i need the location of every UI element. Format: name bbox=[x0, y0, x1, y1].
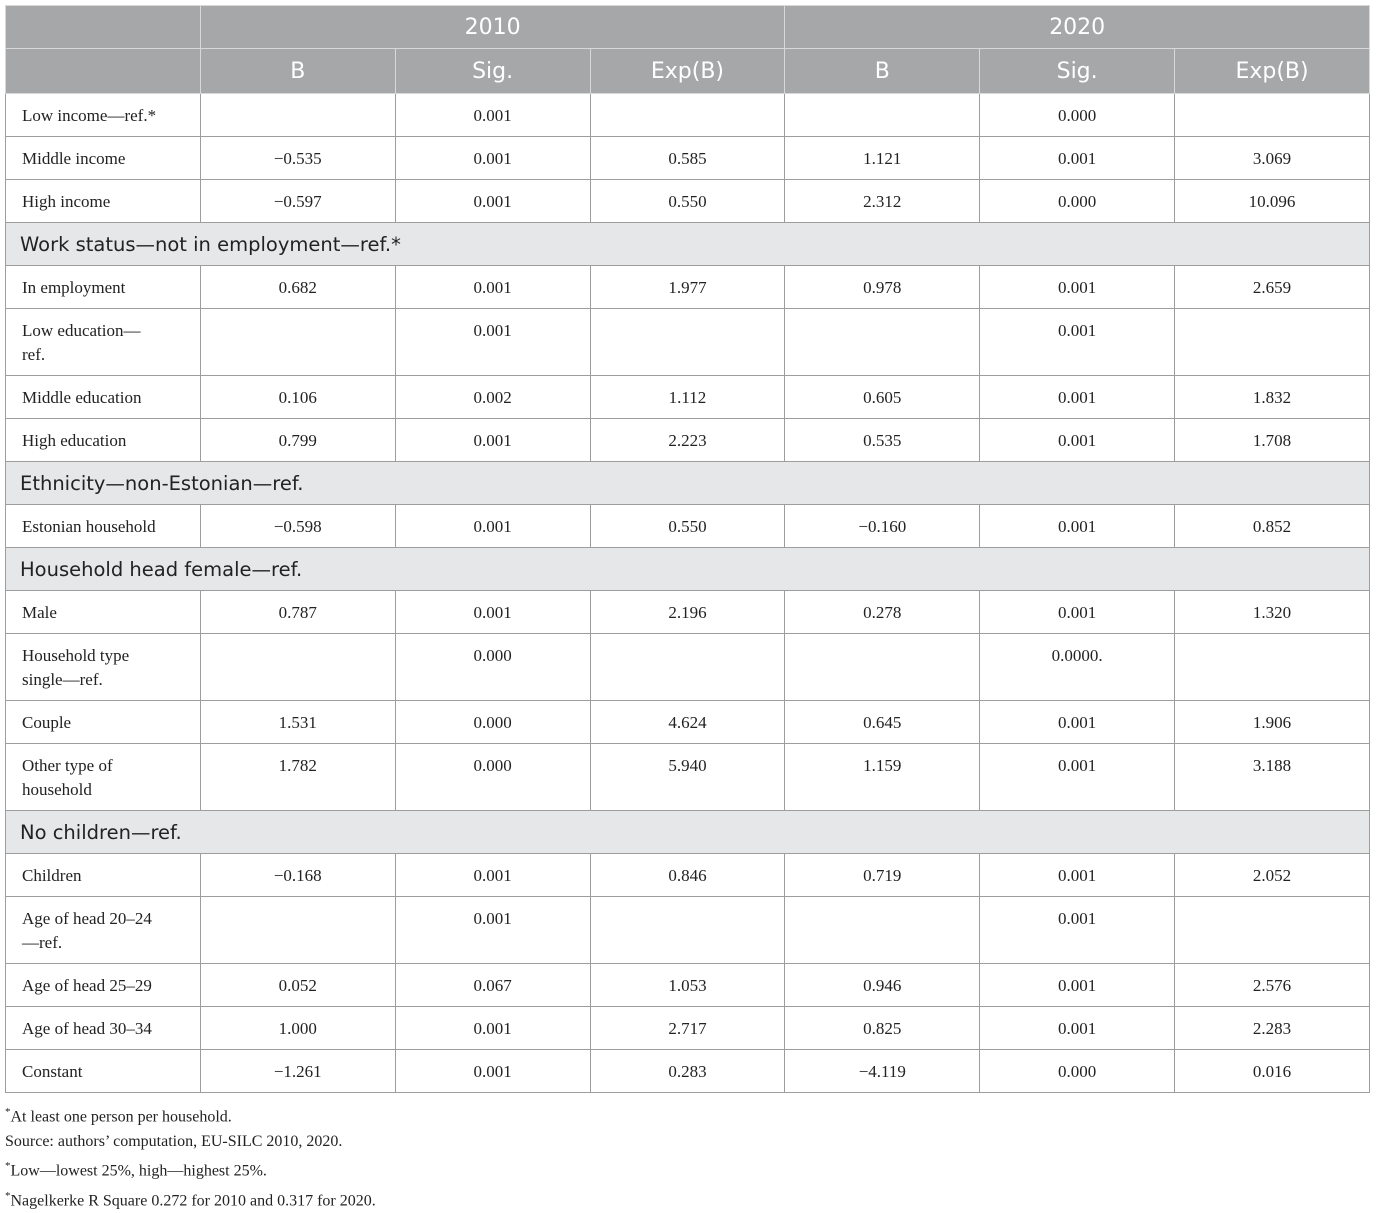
table-cell: 0.852 bbox=[1175, 505, 1370, 548]
table-row bbox=[6, 854, 1370, 897]
col-header-sig-2010: Sig. bbox=[395, 49, 590, 94]
table-cell bbox=[590, 94, 785, 137]
table-row bbox=[6, 1050, 1370, 1093]
year-header-2020: 2020 bbox=[785, 6, 1370, 49]
col-header-sig-2020: Sig. bbox=[980, 49, 1175, 94]
table-cell: 0.001 bbox=[395, 591, 590, 634]
table-cell: 0.001 bbox=[980, 964, 1175, 1007]
table-cell: 1.159 bbox=[785, 744, 980, 811]
table-cell: 0.001 bbox=[395, 309, 590, 376]
table-cell: 0.000 bbox=[395, 744, 590, 811]
table-row bbox=[6, 634, 1370, 701]
table-cell: 0.787 bbox=[200, 591, 395, 634]
table-cell: 0.550 bbox=[590, 505, 785, 548]
table-cell: 0.001 bbox=[980, 701, 1175, 744]
table-cell: 2.312 bbox=[785, 180, 980, 223]
table-cell: 0.000 bbox=[395, 701, 590, 744]
table-body bbox=[6, 94, 1370, 1093]
table-cell: 0.001 bbox=[980, 854, 1175, 897]
table-cell: 0.016 bbox=[1175, 1050, 1370, 1093]
table-cell bbox=[590, 897, 785, 964]
table-header bbox=[6, 6, 1370, 94]
table-cell: 0.001 bbox=[395, 1050, 590, 1093]
table-cell: 0.000 bbox=[980, 1050, 1175, 1093]
table-cell: 0.585 bbox=[590, 137, 785, 180]
row-label: Constant bbox=[6, 1050, 201, 1093]
section-row bbox=[6, 811, 1370, 854]
section-label: Household head female—ref. bbox=[6, 548, 1370, 591]
table-cell: 0.052 bbox=[200, 964, 395, 1007]
year-header-2010: 2010 bbox=[200, 6, 785, 49]
table-row bbox=[6, 180, 1370, 223]
table-cell: 0.001 bbox=[395, 94, 590, 137]
table-cell: 0.000 bbox=[980, 94, 1175, 137]
footnote-text: Nagelkerke R Square 0.272 for 2010 and 0.317 for 2020. bbox=[10, 1191, 376, 1209]
table-cell bbox=[590, 309, 785, 376]
col-header-expb-2020: Exp(B) bbox=[1175, 49, 1370, 94]
table-row bbox=[6, 701, 1370, 744]
regression-table-container bbox=[5, 5, 1370, 1093]
table-row bbox=[6, 897, 1370, 964]
table-cell: 1.906 bbox=[1175, 701, 1370, 744]
table-cell bbox=[200, 897, 395, 964]
footnote-text: Low—lowest 25%, high—highest 25%. bbox=[10, 1162, 267, 1180]
table-cell: 1.977 bbox=[590, 266, 785, 309]
table-cell: 2.196 bbox=[590, 591, 785, 634]
table-cell bbox=[1175, 897, 1370, 964]
table-cell: 0.001 bbox=[395, 897, 590, 964]
table-cell: −4.119 bbox=[785, 1050, 980, 1093]
table-cell: −0.535 bbox=[200, 137, 395, 180]
table-cell: 1.782 bbox=[200, 744, 395, 811]
row-label: Children bbox=[6, 854, 201, 897]
footnote bbox=[5, 1184, 376, 1213]
table-cell: 1.112 bbox=[590, 376, 785, 419]
table-cell bbox=[1175, 634, 1370, 701]
table-cell: 0.278 bbox=[785, 591, 980, 634]
row-label: In employment bbox=[6, 266, 201, 309]
row-label: Other type of household bbox=[6, 744, 201, 811]
table-cell bbox=[590, 634, 785, 701]
table-cell bbox=[785, 897, 980, 964]
footnote-mark: * bbox=[5, 1106, 11, 1118]
table-cell: 0.001 bbox=[980, 376, 1175, 419]
table-cell: 0.001 bbox=[980, 419, 1175, 462]
table-cell: 0.001 bbox=[980, 137, 1175, 180]
table-cell: 0.535 bbox=[785, 419, 980, 462]
table-cell: 4.624 bbox=[590, 701, 785, 744]
table-cell: 0.001 bbox=[395, 137, 590, 180]
header-corner-sub bbox=[6, 49, 201, 94]
table-cell: 0.799 bbox=[200, 419, 395, 462]
section-row bbox=[6, 223, 1370, 266]
table-cell: 0.001 bbox=[395, 854, 590, 897]
row-label: Household type single—ref. bbox=[6, 634, 201, 701]
section-label: Work status—not in employment—ref.* bbox=[6, 223, 1370, 266]
table-cell: 1.000 bbox=[200, 1007, 395, 1050]
table-cell: 0.605 bbox=[785, 376, 980, 419]
table-row bbox=[6, 1007, 1370, 1050]
table-cell: 0.001 bbox=[980, 591, 1175, 634]
table-footnotes bbox=[5, 1100, 376, 1213]
table-row bbox=[6, 964, 1370, 1007]
table-cell: 2.223 bbox=[590, 419, 785, 462]
row-label: Estonian household bbox=[6, 505, 201, 548]
table-cell: 0.001 bbox=[395, 505, 590, 548]
table-cell: 0.001 bbox=[980, 897, 1175, 964]
table-cell bbox=[200, 94, 395, 137]
table-cell: 1.531 bbox=[200, 701, 395, 744]
table-row bbox=[6, 591, 1370, 634]
row-label: Middle education bbox=[6, 376, 201, 419]
row-label: Age of head 30–34 bbox=[6, 1007, 201, 1050]
table-cell: 0.978 bbox=[785, 266, 980, 309]
row-label: High education bbox=[6, 419, 201, 462]
section-label: No children—ref. bbox=[6, 811, 1370, 854]
table-cell: 0.001 bbox=[980, 309, 1175, 376]
table-cell: −0.160 bbox=[785, 505, 980, 548]
table-cell: 0.682 bbox=[200, 266, 395, 309]
row-label: Middle income bbox=[6, 137, 201, 180]
table-cell: −0.597 bbox=[200, 180, 395, 223]
footnote-mark: * bbox=[5, 1189, 11, 1202]
footnote-text: At least one person per household. bbox=[10, 1108, 232, 1126]
footnote-mark: * bbox=[5, 1160, 11, 1173]
table-cell: 0.283 bbox=[590, 1050, 785, 1093]
row-label: Couple bbox=[6, 701, 201, 744]
table-cell: 0.000 bbox=[395, 634, 590, 701]
table-cell: 0.000 bbox=[980, 180, 1175, 223]
table-cell: 3.069 bbox=[1175, 137, 1370, 180]
row-label: Low education—ref. bbox=[6, 309, 201, 376]
table-cell: 0.067 bbox=[395, 964, 590, 1007]
footnote bbox=[5, 1154, 376, 1183]
table-cell: 1.320 bbox=[1175, 591, 1370, 634]
table-cell: 0.846 bbox=[590, 854, 785, 897]
table-cell bbox=[785, 309, 980, 376]
section-label: Ethnicity—non-Estonian—ref. bbox=[6, 462, 1370, 505]
table-cell: 0.002 bbox=[395, 376, 590, 419]
table-row bbox=[6, 94, 1370, 137]
section-row bbox=[6, 548, 1370, 591]
table-cell: 2.283 bbox=[1175, 1007, 1370, 1050]
table-cell: 3.188 bbox=[1175, 744, 1370, 811]
header-corner bbox=[6, 6, 201, 49]
table-row bbox=[6, 505, 1370, 548]
table-cell: 0.106 bbox=[200, 376, 395, 419]
table-cell bbox=[785, 94, 980, 137]
table-row bbox=[6, 137, 1370, 180]
regression-table bbox=[5, 5, 1370, 1093]
table-cell: 0.001 bbox=[395, 180, 590, 223]
table-cell: 2.052 bbox=[1175, 854, 1370, 897]
table-cell: 1.121 bbox=[785, 137, 980, 180]
row-label: Male bbox=[6, 591, 201, 634]
table-row bbox=[6, 376, 1370, 419]
table-row bbox=[6, 419, 1370, 462]
table-cell: 1.053 bbox=[590, 964, 785, 1007]
table-cell: 0.001 bbox=[395, 1007, 590, 1050]
table-cell: 2.576 bbox=[1175, 964, 1370, 1007]
table-cell: 2.659 bbox=[1175, 266, 1370, 309]
table-cell: 1.708 bbox=[1175, 419, 1370, 462]
table-cell: −1.261 bbox=[200, 1050, 395, 1093]
table-cell: 0.001 bbox=[980, 505, 1175, 548]
table-cell: −0.598 bbox=[200, 505, 395, 548]
footnote bbox=[5, 1100, 376, 1129]
table-cell: 0.825 bbox=[785, 1007, 980, 1050]
col-header-b-2020: B bbox=[785, 49, 980, 94]
table-cell: −0.168 bbox=[200, 854, 395, 897]
table-cell: 0.001 bbox=[395, 266, 590, 309]
table-cell: 0.001 bbox=[395, 419, 590, 462]
table-cell: 10.096 bbox=[1175, 180, 1370, 223]
table-cell: 0.001 bbox=[980, 744, 1175, 811]
row-label: High income bbox=[6, 180, 201, 223]
table-cell: 0.001 bbox=[980, 266, 1175, 309]
table-cell bbox=[1175, 94, 1370, 137]
row-label: Low income—ref.* bbox=[6, 94, 201, 137]
table-cell: 0.001 bbox=[980, 1007, 1175, 1050]
footnote-text: Source: authors’ computation, EU-SILC 2010, 2020. bbox=[5, 1133, 343, 1151]
table-row bbox=[6, 309, 1370, 376]
table-cell bbox=[200, 634, 395, 701]
table-cell: 0.0000. bbox=[980, 634, 1175, 701]
table-cell: 1.832 bbox=[1175, 376, 1370, 419]
table-cell bbox=[785, 634, 980, 701]
row-label: Age of head 25–29 bbox=[6, 964, 201, 1007]
col-header-b-2010: B bbox=[200, 49, 395, 94]
table-cell: 0.645 bbox=[785, 701, 980, 744]
section-row bbox=[6, 462, 1370, 505]
table-row bbox=[6, 266, 1370, 309]
col-header-expb-2010: Exp(B) bbox=[590, 49, 785, 94]
table-row bbox=[6, 744, 1370, 811]
table-cell: 0.550 bbox=[590, 180, 785, 223]
table-cell bbox=[1175, 309, 1370, 376]
table-cell: 0.719 bbox=[785, 854, 980, 897]
footnote bbox=[5, 1129, 376, 1154]
table-cell: 2.717 bbox=[590, 1007, 785, 1050]
table-cell bbox=[200, 309, 395, 376]
row-label: Age of head 20–24—ref. bbox=[6, 897, 201, 964]
table-cell: 0.946 bbox=[785, 964, 980, 1007]
table-cell: 5.940 bbox=[590, 744, 785, 811]
